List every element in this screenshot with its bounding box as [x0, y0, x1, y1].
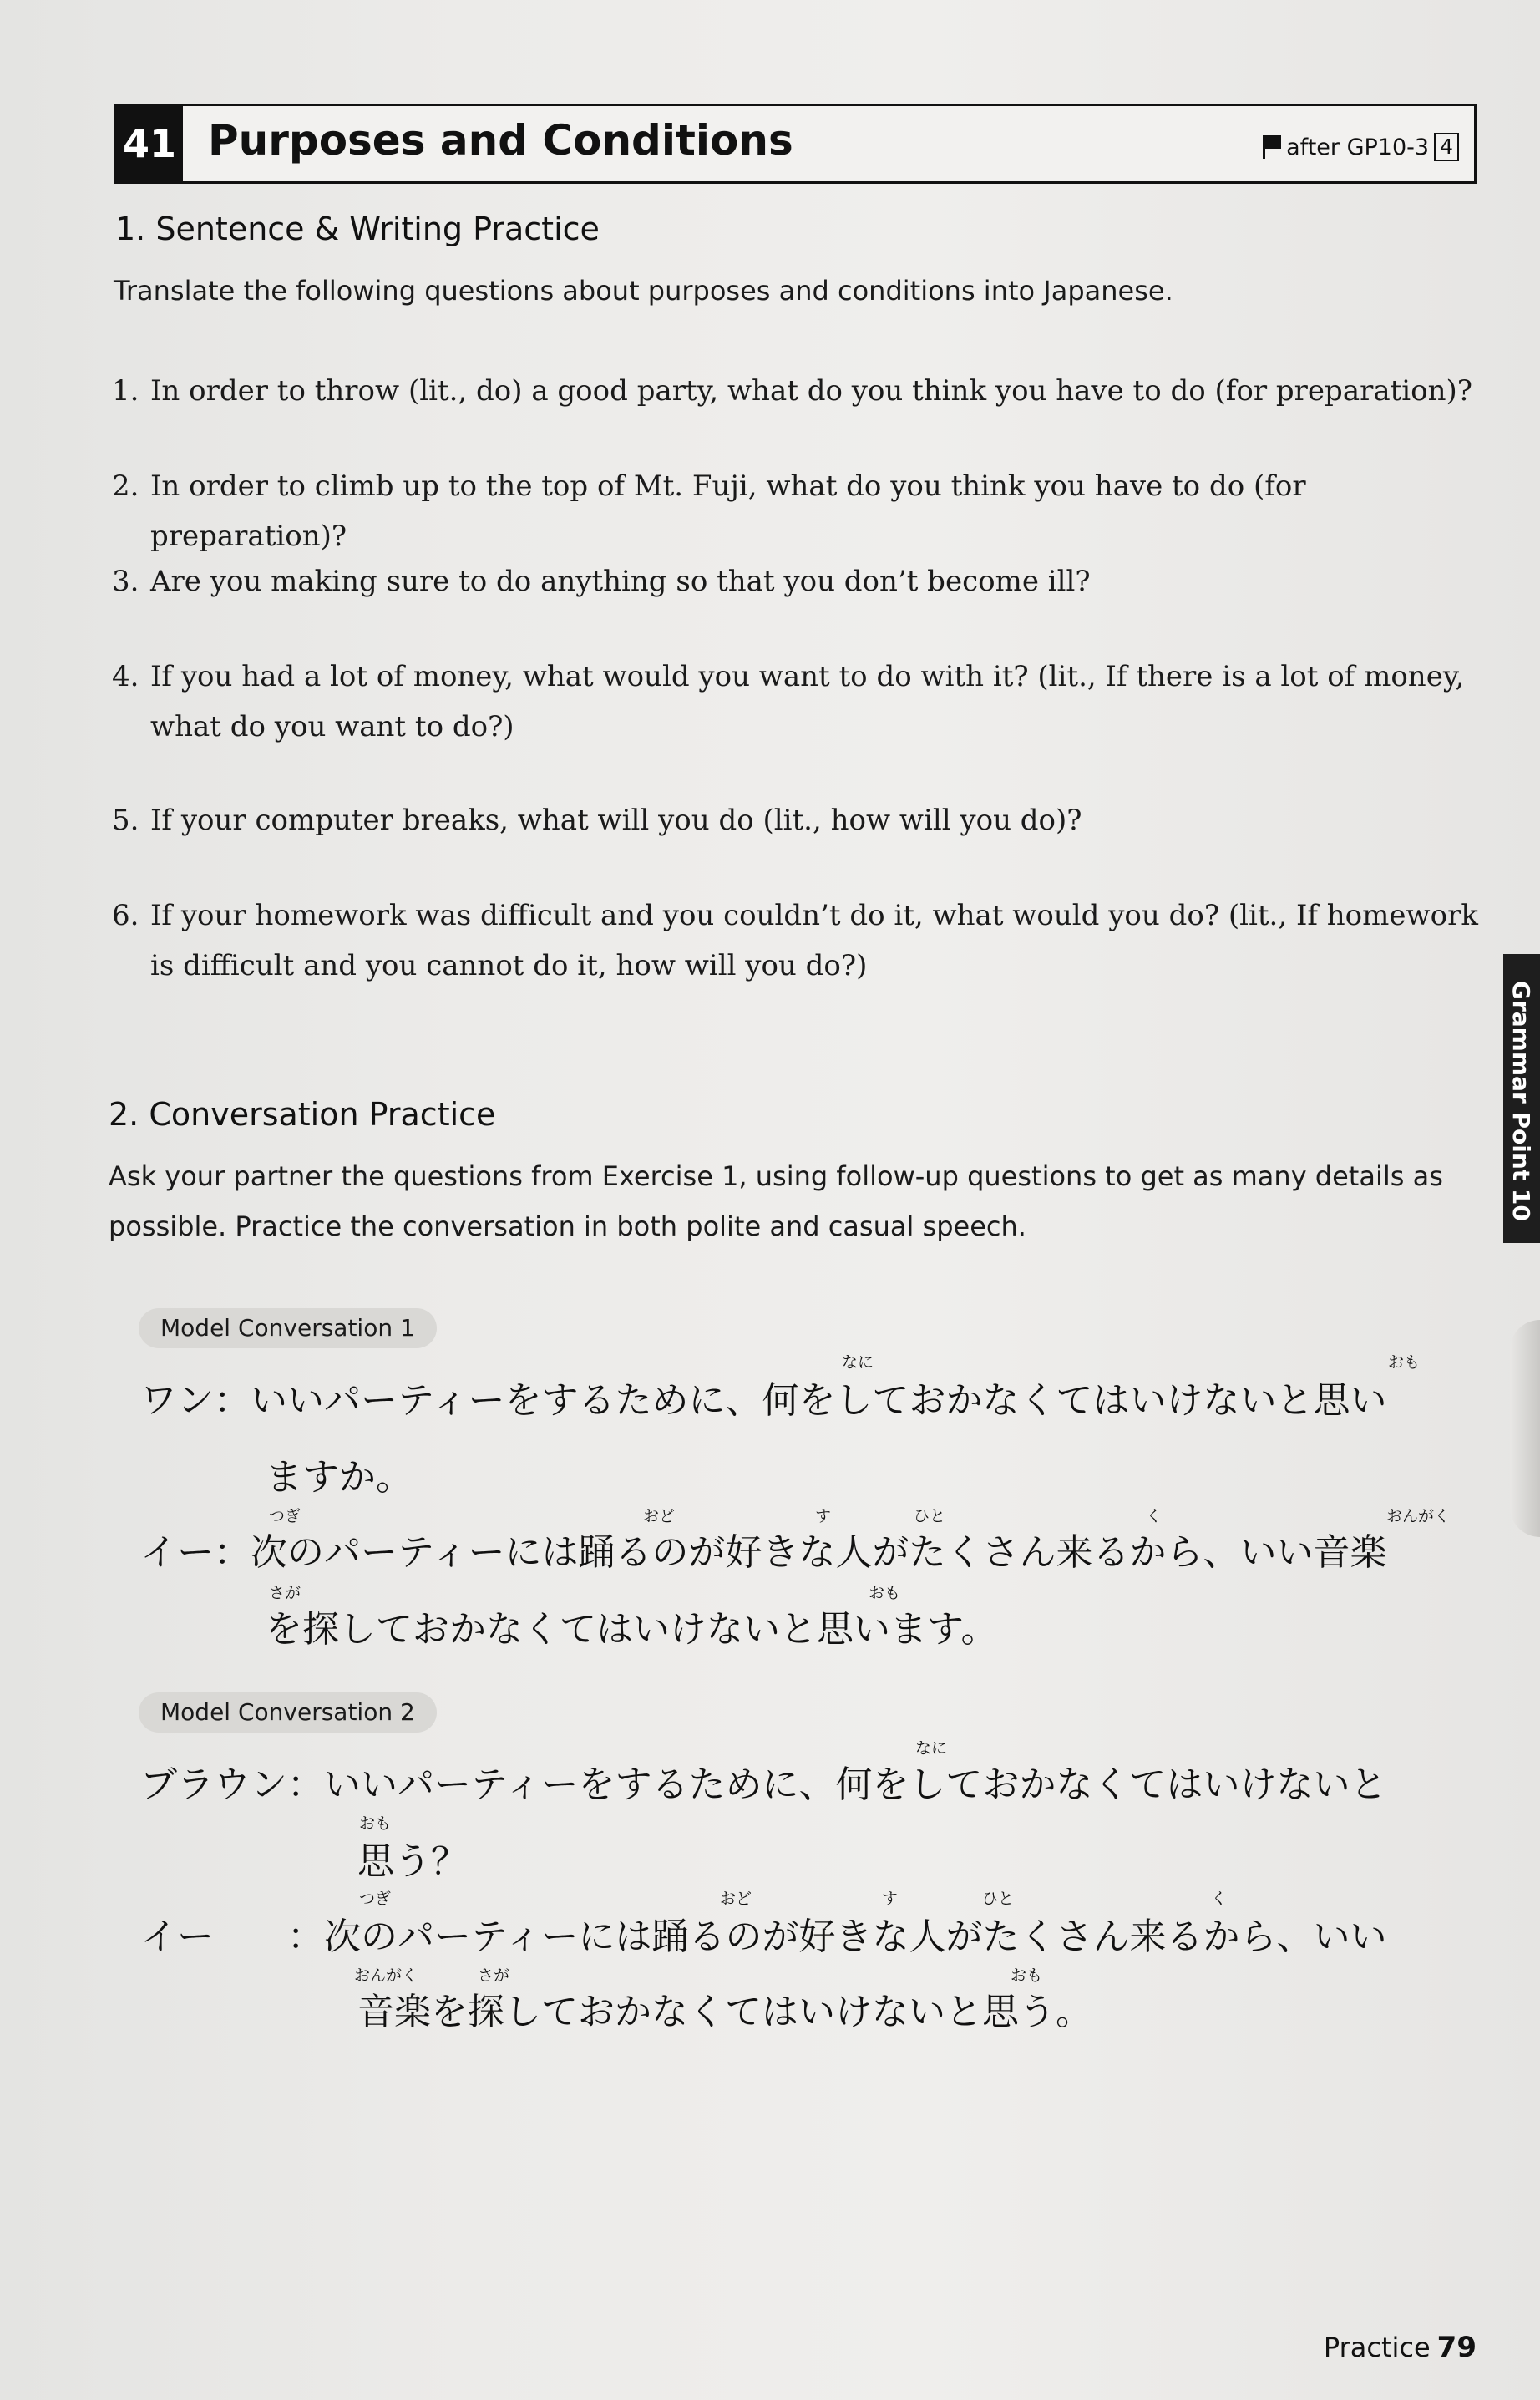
dialogue-line: イー：次のパーティーには踊るのが好きな人がたくさん来るから、いい音楽: [140, 1531, 1387, 1574]
question-text: Are you making sure to do anything so that you don’t become ill?: [150, 565, 1091, 598]
page-edge-shadow: [1510, 1320, 1540, 1537]
furigana: さが: [269, 1584, 301, 1602]
furigana: す: [815, 1507, 832, 1525]
question-item: [112, 461, 1482, 561]
question-number: 4.: [112, 660, 139, 693]
furigana: く: [1146, 1507, 1163, 1525]
furigana: おど: [643, 1507, 676, 1525]
furigana: ひと: [914, 1507, 946, 1525]
grammar-point-box: 4: [1434, 133, 1459, 161]
section-1-instruction: Translate the following questions about purposes and conditions into Japanese.: [114, 275, 1173, 307]
lesson-title: Purposes and Conditions: [208, 116, 793, 165]
furigana: つぎ: [269, 1507, 301, 1525]
section-2-heading: 2. Conversation Practice: [109, 1096, 496, 1133]
dialogue-line: ますか。: [266, 1456, 413, 1499]
question-text: If you had a lot of money, what would you want to do with it? (lit., If there is a lot of money, what do you want to do?): [150, 660, 1465, 743]
question-text: In order to throw (lit., do) a good party, what do you think you have to do (for preparation)?: [150, 374, 1473, 408]
page-footer: [1324, 2331, 1477, 2364]
instruction-line: Ask your partner the questions from Exercise 1, using follow-up questions to get as many details as: [109, 1160, 1443, 1192]
dialogue-line: 思う？: [357, 1840, 468, 1883]
furigana: おも: [359, 1814, 392, 1833]
question-number: 3.: [112, 565, 139, 598]
lesson-number: 41: [116, 106, 183, 181]
furigana: なに: [842, 1353, 874, 1372]
page-number: 79: [1436, 2331, 1477, 2364]
grammar-point-reference: after GP10-3: [1286, 134, 1430, 160]
flag-icon: [1263, 135, 1281, 159]
furigana: おも: [1011, 1966, 1043, 1985]
question-text: If your computer breaks, what will you do (lit., how will you do)?: [150, 804, 1082, 837]
dialogue-line: 音楽を探しておかなくてはいけないと思う。: [357, 1991, 1092, 2033]
model-conversation-2-label: Model Conversation 2: [139, 1692, 437, 1733]
question-item: [112, 652, 1482, 752]
dialogue-line: ブラウン：いいパーティーをするために、何をしておかなくてはいけないと: [140, 1763, 1387, 1806]
dialogue-line: イー ：次のパーティーには踊るのが好きな人がたくさん来るから、いい: [140, 1915, 1387, 1958]
question-item: [112, 556, 1482, 606]
model-conversation-1-label: Model Conversation 1: [139, 1308, 437, 1348]
furigana: つぎ: [359, 1890, 392, 1908]
furigana: おも: [869, 1584, 901, 1602]
question-item: [112, 795, 1482, 845]
furigana: おんがく: [354, 1966, 418, 1985]
dialogue-line: ワン：いいパーティーをするために、何をしておかなくてはいけないと思い: [140, 1379, 1387, 1422]
question-number: 6.: [112, 899, 139, 932]
grammar-point-tag: [1263, 133, 1459, 161]
furigana: ひと: [982, 1890, 1015, 1908]
dialogue-line: を探しておかなくてはいけないと思います。: [266, 1608, 998, 1651]
furigana: おんがく: [1386, 1507, 1451, 1525]
question-text: In order to climb up to the top of Mt. Fuji, what do you think you have to do (for preparation)?: [150, 469, 1306, 553]
furigana: なに: [915, 1739, 948, 1758]
question-number: 1.: [112, 374, 139, 408]
lesson-title-bar: [114, 104, 1477, 184]
furigana: す: [882, 1890, 899, 1908]
question-item: [112, 366, 1482, 416]
question-item: [112, 890, 1482, 991]
question-text: If your homework was difficult and you couldn’t do it, what would you do? (lit., If homework is difficult and you cannot do it, how will you do?): [150, 899, 1478, 982]
question-number: 2.: [112, 469, 139, 503]
furigana: く: [1211, 1890, 1228, 1908]
chapter-side-tab-label: Grammar Point 10: [1507, 981, 1535, 1221]
section-1-heading: 1. Sentence & Writing Practice: [115, 211, 600, 247]
furigana: おも: [1388, 1353, 1421, 1372]
furigana: おど: [720, 1890, 752, 1908]
footer-label: Practice: [1323, 2332, 1431, 2363]
section-2-instruction: [109, 1151, 1478, 1251]
instruction-line: possible. Practice the conversation in both polite and casual speech.: [109, 1210, 1026, 1242]
question-number: 5.: [112, 804, 139, 837]
furigana: さが: [478, 1966, 510, 1985]
